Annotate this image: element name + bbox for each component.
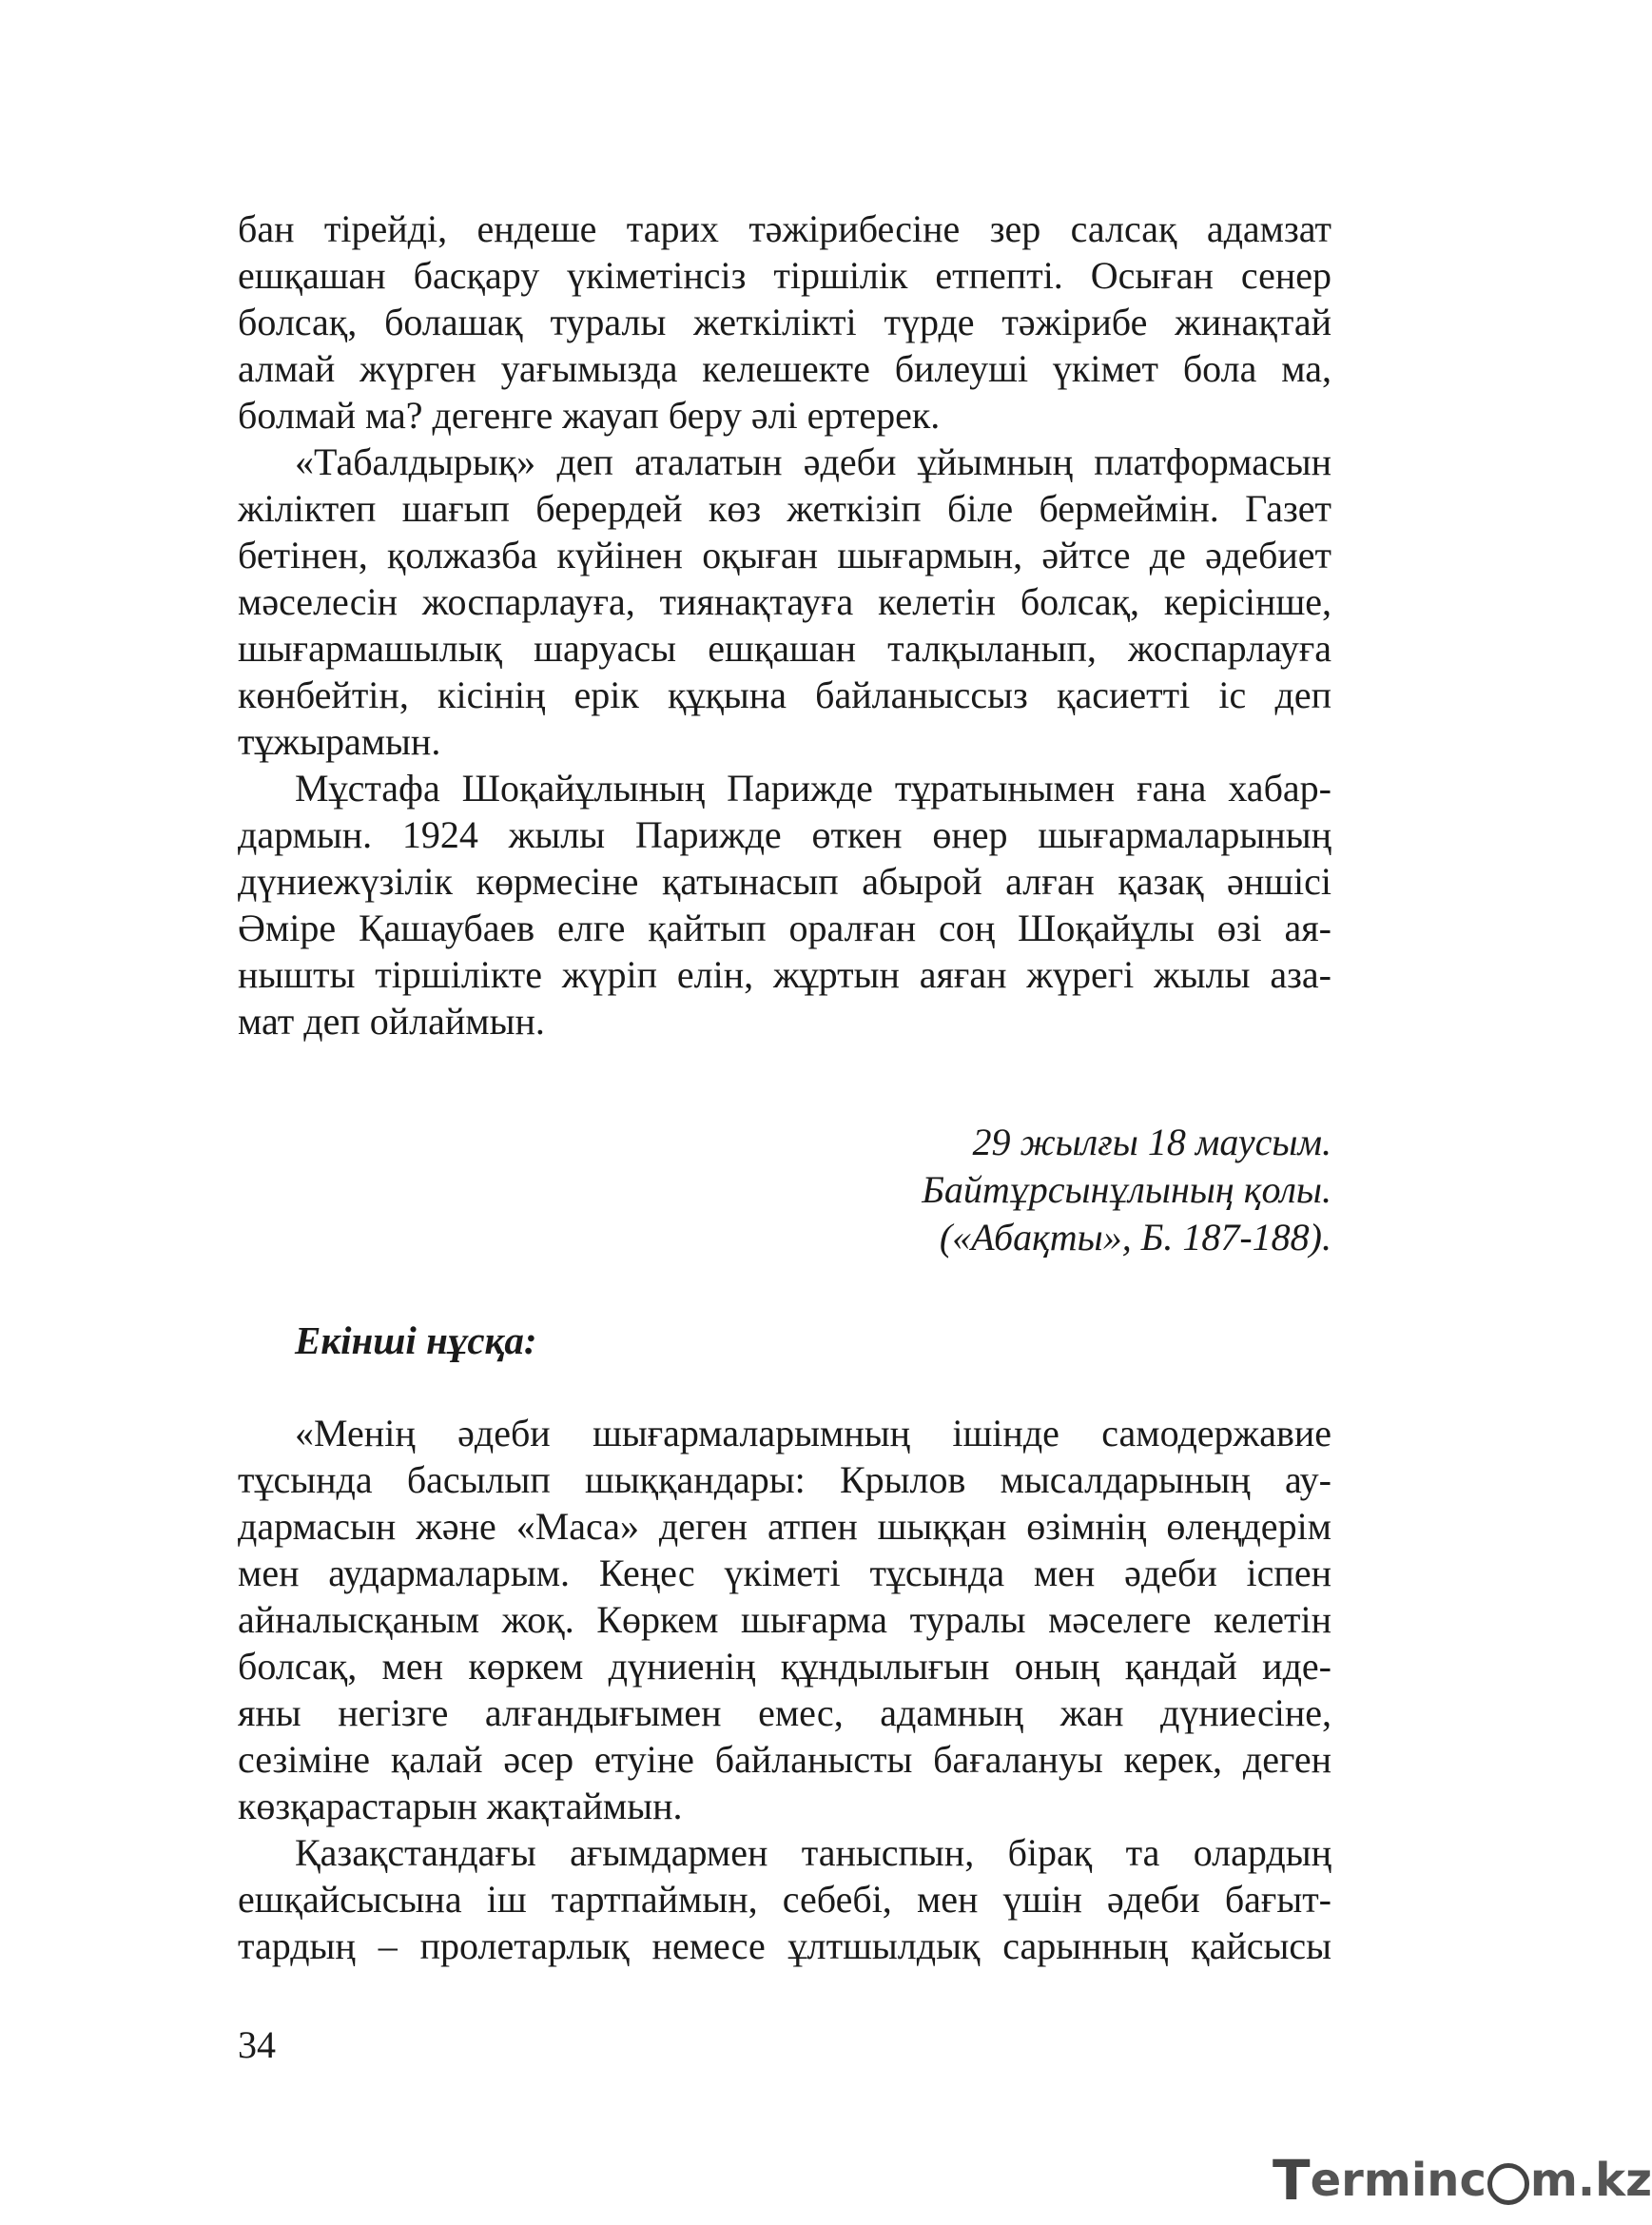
text-line: Қазақстандағы ағымдармен таныспын, бірақ та олардың [295,1831,1331,1874]
page-number: 34 [238,2023,276,2066]
logo-text-domain: m.kz [1529,2154,1652,2207]
text-line: көнбейтін, кісінің ерік құқына байланыссыз қасиетті іс деп [238,673,1331,716]
text-line: ешқайсысына іш тартпаймын, себебі, мен үшін әдеби бағыт- [238,1878,1331,1921]
text-line: жіліктеп шағып берердей көз жеткізіп біле бермеймін. Газет [238,487,1331,530]
text-line: дармын. 1924 жылы Парижде өткен өнер шығармаларының [238,813,1331,856]
signature-date: 29 жылғы 18 маусым. [972,1121,1331,1163]
text-line: мен аудармаларым. Кеңес үкіметі тұсында мен әдеби іспен [238,1552,1331,1594]
text-line: шығармашылық шаруасы ешқашан талқыланып, жоспарлауға [238,627,1331,670]
paragraph-4 [238,1410,1331,1829]
body-text-top [238,205,1331,1044]
text-line: көзқарастарын жақтаймын. [238,1785,683,1827]
text-line: бан тірейді, ендеше тарих тәжірибесіне зер салсақ адамзат [238,207,1331,250]
paragraph-5 [238,1829,1331,1969]
text-line: болмай ма? дегенге жауап беру әлі ертерек. [238,394,941,437]
text-line: тұжырамын. [238,720,441,763]
text-line: Мұстафа Шоқайұлының Парижде тұратынымен ғана хабар- [295,767,1331,810]
logo-circle-icon [1487,2163,1529,2205]
text-line: бетінен, қолжазба күйінен оқыған шығармын, әйтсе де әдебиет [238,534,1331,576]
text-line: алмай жүрген уағымызда келешекте билеуші үкімет бола ма, [238,347,1331,390]
text-line: болсақ, болашақ туралы жеткілікті түрде тәжірибе жинақтай [238,301,1331,343]
text-line: дүниежүзілік көрмесіне қатынасып абырой алған қазақ әншісі [238,860,1331,903]
text-line: сезіміне қалай әсер етуіне байланысты бағалануы керек, деген [238,1738,1331,1781]
paragraph-3 [238,765,1331,1044]
body-text-bottom [238,1410,1331,1969]
text-line: ешқашан басқару үкіметінсіз тіршілік етпепті. Осыған сенер [238,254,1331,297]
paragraph-2 [238,439,1331,765]
text-line: дармасын және «Маса» деген атпен шыққан өзімнің өлеңдерім [238,1505,1331,1548]
text-line: «Менің әдеби шығармаларымның ішінде самодержавие [295,1412,1331,1454]
text-line: тұсында басылып шыққандары: Крылов мысалдарының ау- [238,1458,1331,1501]
text-line: мәселесін жоспарлауға, тиянақтауға келетін болсақ, керісінше, [238,580,1331,623]
text-line: тардың – пролетарлық немесе ұлтшылдық сарынның қайсысы [238,1924,1331,1967]
text-line: мат деп ойлаймын. [238,1000,545,1043]
paragraph-1 [238,205,1331,439]
logo-letter-t: T [1273,2148,1311,2213]
text-line: «Табалдырық» деп аталатын әдеби ұйымның платформасын [295,440,1331,483]
signature-block [922,1119,1331,1261]
signature-source: («Абақты», Б. 187-188). [939,1216,1331,1259]
section-heading: Екінші нұсқа: [295,1318,537,1362]
text-line: яны негізге алғандығымен емес, адамның жан дүниесіне, [238,1691,1331,1734]
text-line: айналысқаным жоқ. Көркем шығарма туралы мәселеге келетін [238,1598,1331,1641]
terminkom-logo-watermark [1273,2148,1652,2213]
text-line: болсақ, мен көркем дүниенің құндылығын оның қандай иде- [238,1645,1331,1688]
text-line: Әміре Қашаубаев елге қайтып оралған соң Шоқайұлы өзі ая- [238,907,1331,949]
signature-name: Байтұрсынұлының қолы. [922,1168,1331,1211]
logo-text-part: erminc [1310,2154,1487,2207]
text-line: нышты тіршілікте жүріп елін, жұртын аяған жүрегі жылы аза- [238,953,1331,996]
